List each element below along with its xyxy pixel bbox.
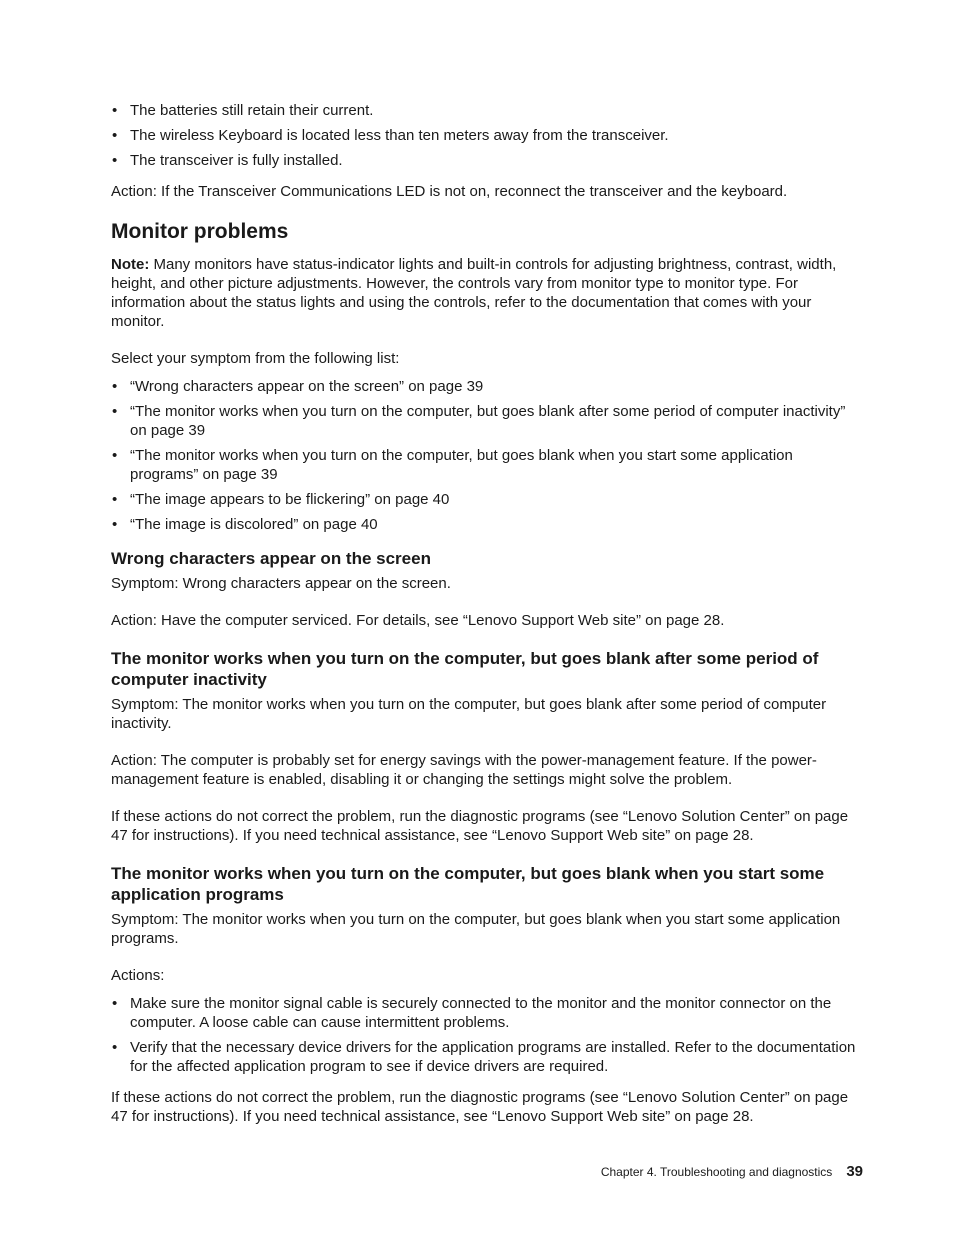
actions-list — [111, 994, 863, 1076]
select-symptom-text: Select your symptom from the following list: — [111, 350, 400, 367]
symptom-link[interactable]: • “The image is discolored” on page 40 — [111, 515, 863, 534]
symptom-link[interactable]: • “The monitor works when you turn on the computer, but goes blank after some period of computer inactivity” on page 39 — [111, 402, 863, 440]
note-label: Note: — [111, 256, 150, 273]
followup-text: If these actions do not correct the problem, run the diagnostic programs (see “Lenovo Solution Center” on page 47 for instructions). If you need technical assistance, see “Lenovo Support Web site” on page 28. — [111, 808, 849, 844]
actions-label: Actions: — [111, 967, 165, 984]
followup-text: If these actions do not correct the problem, run the diagnostic programs (see “Lenovo Solution Center” on page 47 for instructions). If you need technical assistance, see “Lenovo Support Web site” on page 28. — [111, 1089, 849, 1125]
list-item: • The batteries still retain their current. — [111, 101, 863, 120]
subsection-heading-wrong-characters: Wrong characters appear on the screen — [111, 549, 431, 568]
action-text: Action: The computer is probably set for energy savings with the power-management feature. If the power-management feature is enabled, disabling it or changing the settings might solve the problem. — [111, 752, 817, 788]
symptom-text: Symptom: The monitor works when you turn on the computer, but goes blank after some period of computer inactivity. — [111, 696, 827, 732]
symptom-link[interactable]: • “The image appears to be flickering” on page 40 — [111, 490, 863, 509]
section-heading: Monitor problems — [111, 220, 289, 243]
symptom-link[interactable]: • “The monitor works when you turn on the computer, but goes blank when you start some application programs” on page 39 — [111, 446, 863, 484]
intro-action-text: Action: If the Transceiver Communications LED is not on, reconnect the transceiver and the keyboard. — [111, 183, 788, 200]
chapter-label: Chapter 4. Troubleshooting and diagnostics — [600, 1165, 833, 1179]
list-item: • Verify that the necessary device drivers for the application programs are installed. Refer to the documentation for the affected application program to see if device drivers are required. — [111, 1038, 863, 1076]
symptom-text: Symptom: Wrong characters appear on the screen. — [111, 575, 451, 592]
document-page — [111, 101, 863, 1126]
subsection-heading-blank-applications: The monitor works when you turn on the computer, but goes blank when you start some application programs — [111, 864, 825, 904]
symptom-link-list — [111, 377, 863, 534]
note-paragraph — [111, 255, 863, 331]
symptom-link[interactable]: • “Wrong characters appear on the screen” on page 39 — [111, 377, 863, 396]
action-text: Action: Have the computer serviced. For details, see “Lenovo Support Web site” on page 28. — [111, 612, 725, 629]
intro-bullet-list — [111, 101, 863, 170]
page-footer — [111, 1162, 863, 1182]
list-item: • Make sure the monitor signal cable is securely connected to the monitor and the monitor connector on the computer. A loose cable can cause intermittent problems. — [111, 994, 863, 1032]
note-text: Many monitors have status-indicator lights and built-in controls for adjusting brightness, contrast, width, height, and other picture adjustments. However, the controls vary from monitor type to monitor type. For information about the status lights and using the controls, refer to the documentation that comes with your monitor. — [111, 256, 837, 330]
subsection-heading-blank-inactivity: The monitor works when you turn on the computer, but goes blank after some period of computer inactivity — [111, 649, 819, 689]
list-item: • The transceiver is fully installed. — [111, 151, 863, 170]
page-number: 39 — [846, 1163, 863, 1180]
list-item: • The wireless Keyboard is located less than ten meters away from the transceiver. — [111, 126, 863, 145]
symptom-text: Symptom: The monitor works when you turn on the computer, but goes blank when you start some application programs. — [111, 911, 841, 947]
